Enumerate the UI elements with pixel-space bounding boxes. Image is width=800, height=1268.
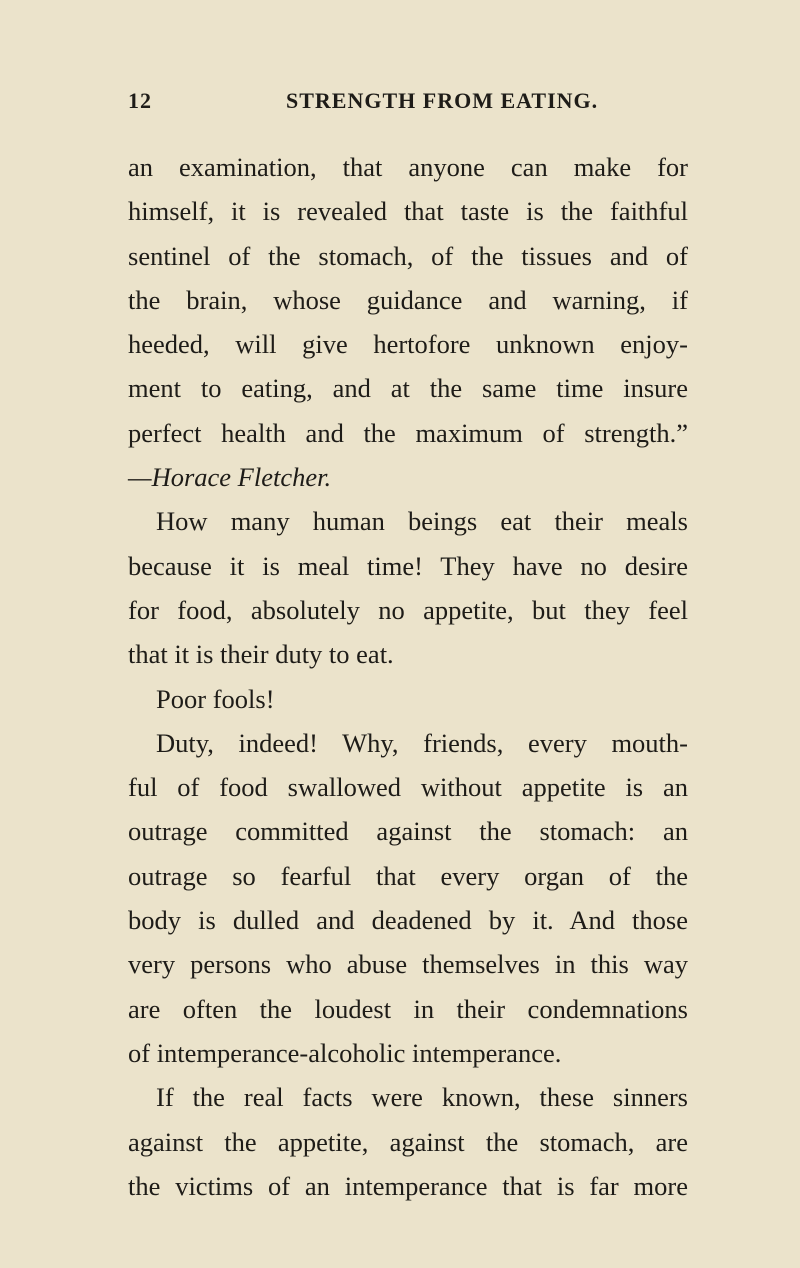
running-title: STRENGTH FROM EATING. [286,88,599,113]
text-line: heeded, will give hertofore unknown enjoy- [128,329,688,360]
running-head [128,88,684,118]
text-line: that it is their duty to eat. [128,639,394,670]
text-line: himself, it is revealed that taste is the faithful [128,196,688,227]
text-line: Poor fools! [156,683,275,714]
text-line: the brain, whose guidance and warning, if [128,284,688,315]
text-line: outrage committed against the stomach: an [128,816,688,847]
text-line: for food, absolutely no appetite, but they feel [128,594,688,625]
text-line: If the real facts were known, these sinners [156,1082,688,1113]
text-line: of intemperance-alcoholic intemperance. [128,1037,562,1068]
text-line: ful of food swallowed without appetite is an [128,772,688,803]
body-text [128,145,688,1208]
text-line: very persons who abuse themselves in this way [128,949,688,980]
text-line: sentinel of the stomach, of the tissues and of [128,240,688,271]
text-line: body is dulled and deadened by it. And those [128,905,688,936]
text-line: ment to eating, and at the same time insure [128,373,688,404]
text-line: an examination, that anyone can make for [128,152,688,182]
text-line: are often the loudest in their condemnations [128,993,688,1024]
text-line: because it is meal time! They have no desire [128,550,688,581]
page-number: 12 [128,88,152,113]
attribution-line: —Horace Fletcher. [128,462,332,493]
text-line: perfect health and the maximum of strength.” [128,417,688,448]
text-line: Duty, indeed! Why, friends, every mouth- [156,727,688,758]
text-line: How many human beings eat their meals [156,506,688,537]
text-line: outrage so fearful that every organ of the [128,860,688,891]
text-line: against the appetite, against the stomach, are [128,1126,688,1157]
text-line: the victims of an intemperance that is far more [128,1170,688,1201]
